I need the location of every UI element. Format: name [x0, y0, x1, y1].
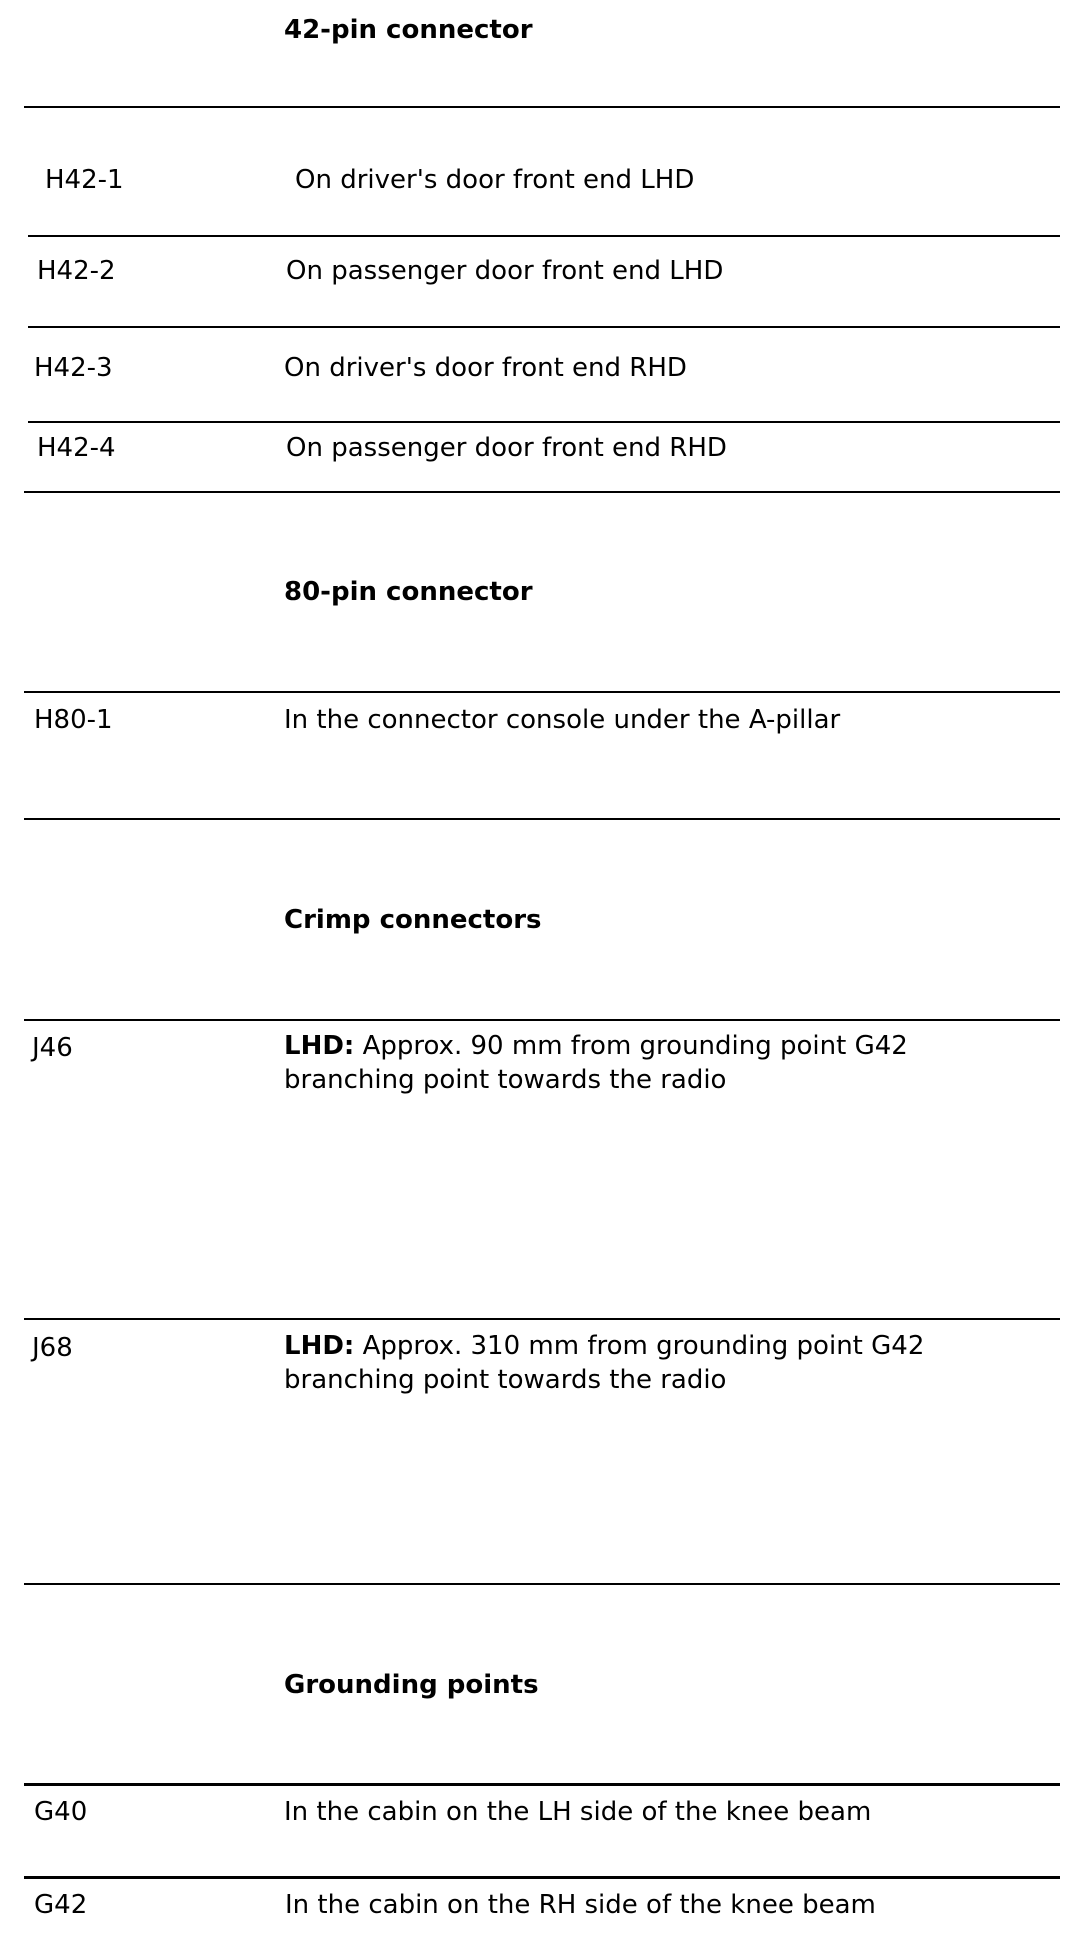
region-label: LHD: — [284, 1331, 355, 1361]
connector-code: G40 — [34, 1797, 88, 1827]
divider — [24, 818, 1060, 820]
divider — [24, 691, 1060, 693]
connector-code: J46 — [32, 1033, 73, 1063]
connector-code: H42-2 — [37, 256, 116, 286]
connector-location: In the cabin on the RH side of the knee beam — [285, 1890, 876, 1920]
divider — [24, 1318, 1060, 1320]
divider — [28, 235, 1060, 237]
divider — [24, 1583, 1060, 1585]
divider — [24, 1019, 1060, 1021]
section-heading-80-pin: 80-pin connector — [284, 577, 533, 607]
connector-location-cont: branching point towards the radio — [284, 1065, 727, 1095]
connector-location: On driver's door front end RHD — [284, 353, 687, 383]
connector-location: LHD: Approx. 90 mm from grounding point G42 — [284, 1031, 908, 1061]
divider — [28, 421, 1060, 423]
connector-code: J68 — [32, 1333, 73, 1363]
divider — [24, 1783, 1060, 1786]
divider — [24, 491, 1060, 493]
section-heading-grounding: Grounding points — [284, 1670, 539, 1700]
region-label: LHD: — [284, 1031, 355, 1061]
divider — [28, 326, 1060, 328]
connector-location: In the connector console under the A-pillar — [284, 705, 841, 735]
divider — [24, 1876, 1060, 1879]
section-heading-crimp: Crimp connectors — [284, 905, 542, 935]
connector-location: LHD: Approx. 310 mm from grounding point G42 — [284, 1331, 925, 1361]
connector-location: On passenger door front end LHD — [286, 256, 724, 286]
connector-location: On passenger door front end RHD — [286, 433, 727, 463]
connector-code: H42-3 — [34, 353, 113, 383]
section-heading-42-pin: 42-pin connector — [284, 15, 533, 45]
connector-code: G42 — [34, 1890, 88, 1920]
divider — [24, 106, 1060, 108]
connector-location: In the cabin on the LH side of the knee beam — [284, 1797, 872, 1827]
connector-code: H42-1 — [45, 165, 124, 195]
connector-location: On driver's door front end LHD — [295, 165, 695, 195]
connector-code: H42-4 — [37, 433, 116, 463]
connector-code: H80-1 — [34, 705, 113, 735]
connector-location-cont: branching point towards the radio — [284, 1365, 727, 1395]
